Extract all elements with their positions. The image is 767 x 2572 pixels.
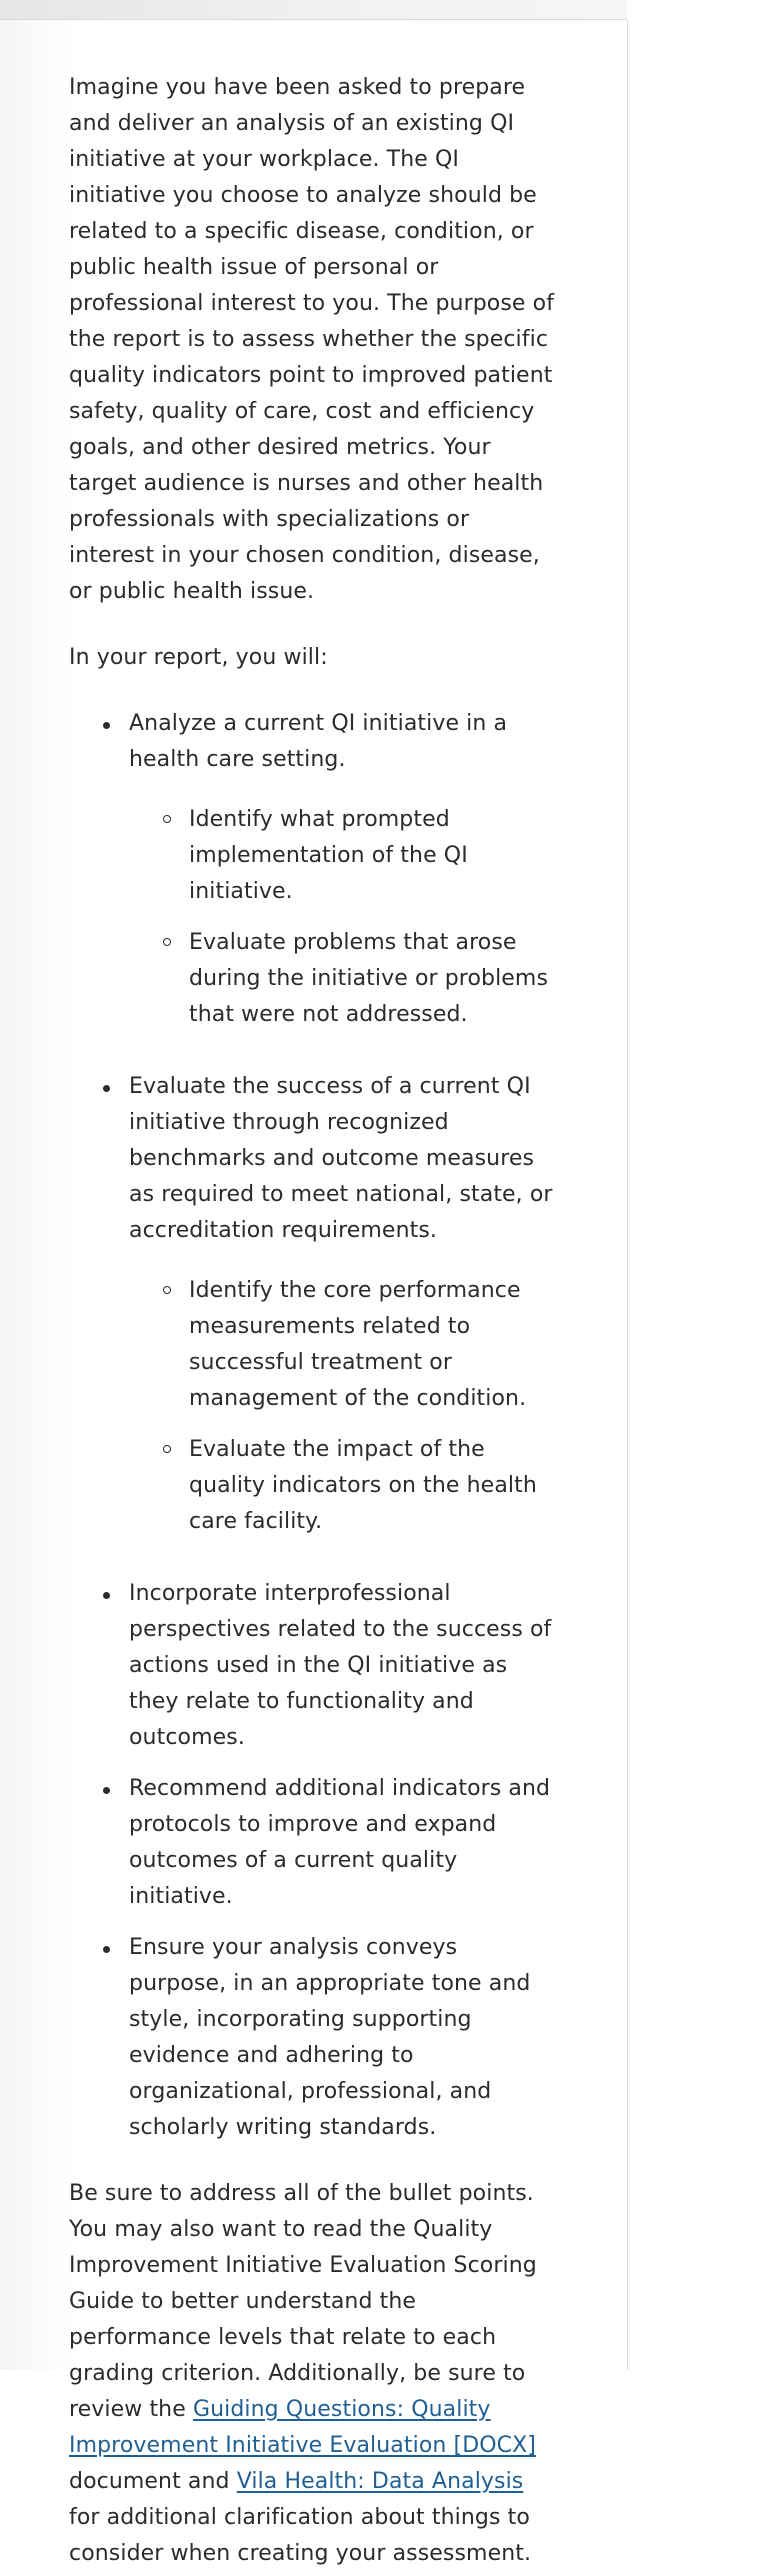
top-bar <box>0 0 627 20</box>
sub-bullet: Identify what prompted implementation of the QI initiative. <box>129 802 561 910</box>
assignment-content <box>69 70 561 2572</box>
guiding-questions-link[interactable]: Guiding Questions: Quality Improvement Initiative Evaluation [DOCX] <box>69 2397 536 2458</box>
bullet-evaluate-success <box>69 1069 561 1540</box>
sub-list <box>129 1273 561 1540</box>
bullet-analyze <box>69 706 561 1033</box>
sub-list <box>129 802 561 1033</box>
sub-bullet: Identify the core performance measurements related to successful treatment or management of the condition. <box>129 1273 561 1417</box>
closing-text-after: for additional clarification about things to consider when creating your assessment. <box>69 2505 532 2566</box>
bullet-recommend: Recommend additional indicators and protocols to improve and expand outcomes of a current quality initiative. <box>69 1771 561 1915</box>
bullet-interprofessional: Incorporate interprofessional perspectives related to the success of actions used in the QI initiative as they relate to functionality and outcomes. <box>69 1576 561 1756</box>
bullet-ensure: Ensure your analysis conveys purpose, in an appropriate tone and style, incorporating supporting evidence and adhering to organizational, professional, and scholarly writing standards. <box>69 1930 561 2146</box>
closing-text-before: Be sure to address all of the bullet points. You may also want to read the Quality Improvement Initiative Evaluation Scoring Guide to better understand the performance levels that relate to each grading criterion. Additionally, be sure to review the <box>69 2181 537 2422</box>
bullet-text: Analyze a current QI initiative in a health care setting. <box>129 711 508 772</box>
report-lead-in: In your report, you will: <box>69 645 328 670</box>
sub-bullet: Evaluate the impact of the quality indicators on the health care facility. <box>129 1432 561 1540</box>
intro-paragraph: Imagine you have been asked to prepare and deliver an analysis of an existing QI initiative at your workplace. The QI initiative you choose to analyze should be related to a specific disease, condition, or public health issue of personal or professional interest to you. The purpose of the report is to assess whether the specific quality indicators point to improved patient safety, quality of care, cost and efficiency goals, and other desired metrics. Your target audience is nurses and other health professionals with specializations or interest in your chosen condition, disease, or public health issue. <box>69 75 555 604</box>
vila-health-data-analysis-link[interactable]: Vila Health: Data Analysis <box>236 2469 524 2494</box>
requirements-list <box>69 706 561 2146</box>
closing-text-middle: document and <box>69 2469 237 2494</box>
content-panel[interactable] <box>0 20 628 2566</box>
closing-paragraph <box>69 2176 561 2572</box>
bullet-text: Evaluate the success of a current QI initiative through recognized benchmarks and outcome measures as required to meet national, state, or accreditation requirements. <box>129 1074 553 1243</box>
sub-bullet: Evaluate problems that arose during the initiative or problems that were not addressed. <box>129 925 561 1033</box>
